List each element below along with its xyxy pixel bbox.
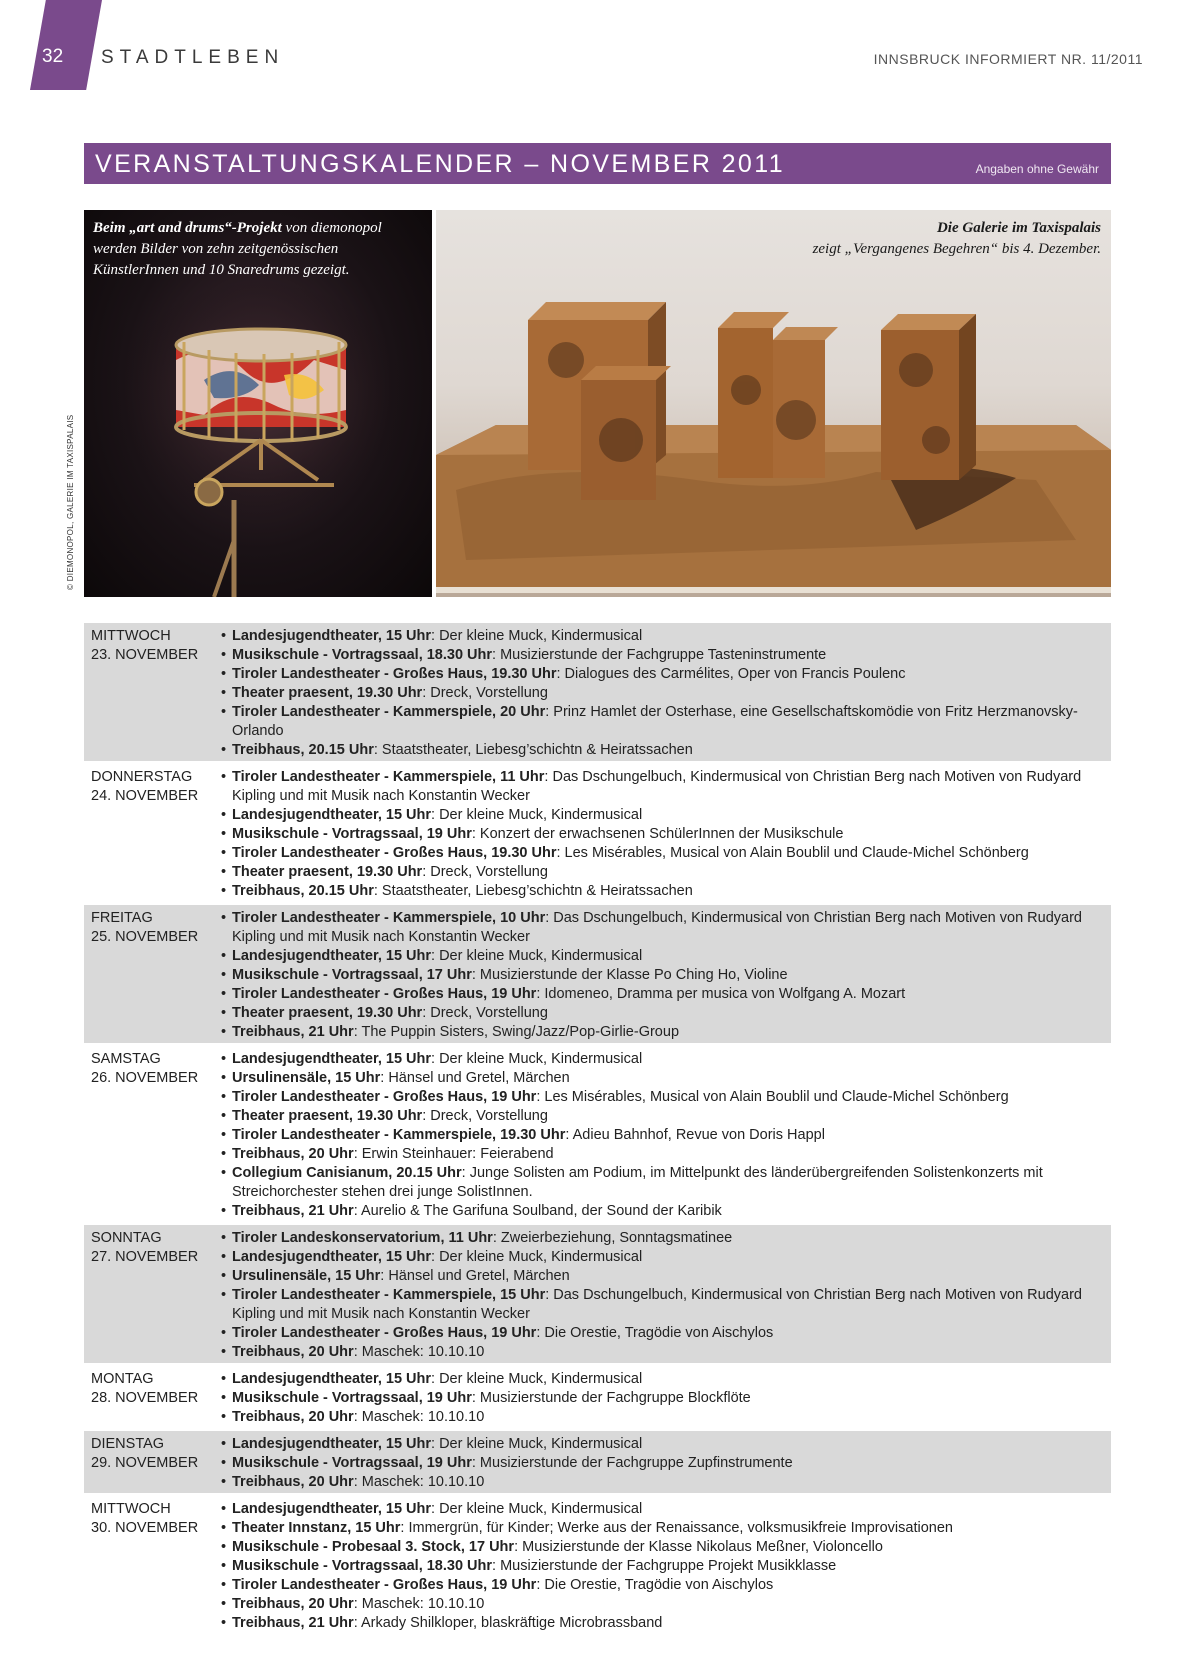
event-item [221, 1202, 1101, 1221]
event-venue: Landesjugendtheater, 15 Uhr [232, 1249, 432, 1265]
event-venue: Treibhaus, 20.15 Uhr [232, 742, 374, 758]
event-list [221, 1435, 1101, 1492]
event-description: : Die Orestie, Tragödie von Aischylos [536, 1577, 774, 1593]
event-item [221, 684, 1101, 703]
event-list [221, 1229, 1101, 1362]
event-item [221, 1576, 1101, 1595]
event-venue: Theater Innstanz, 15 Uhr [232, 1520, 401, 1536]
event-description: : Musizierstunde der Fachgruppe Blockflöte [471, 1390, 751, 1406]
event-venue: Treibhaus, 20.15 Uhr [232, 883, 374, 899]
calendar-banner [84, 143, 1111, 184]
event-venue: Tiroler Landestheater - Großes Haus, 19.30 Uhr [232, 666, 557, 682]
event-description: : Musizierstunde der Fachgruppe Zupfinstrumente [471, 1455, 793, 1471]
event-venue: Landesjugendtheater, 15 Uhr [232, 1371, 432, 1387]
event-description: : Musizierstunde der Klasse Po Ching Ho, Violine [471, 967, 788, 983]
event-venue: Treibhaus, 20 Uhr [232, 1474, 354, 1490]
event-venue: Treibhaus, 21 Uhr [232, 1615, 354, 1631]
event-item [221, 985, 1101, 1004]
event-venue: Tiroler Landestheater - Kammerspiele, 11 Uhr [232, 769, 545, 785]
event-description: : Maschek: 10.10.10 [353, 1409, 485, 1425]
event-venue: Tiroler Landestheater - Kammerspiele, 20 Uhr [232, 704, 546, 720]
event-item [221, 1389, 1101, 1408]
day-label [84, 1500, 221, 1633]
date: 27. NOVEMBER [91, 1249, 199, 1265]
event-venue: Tiroler Landestheater - Kammerspiele, 19.30 Uhr [232, 1127, 566, 1143]
event-venue: Tiroler Landestheater - Großes Haus, 19 Uhr [232, 986, 537, 1002]
event-item [221, 1050, 1101, 1069]
event-item [221, 1370, 1101, 1389]
left-caption-bold: Beim „art and drums“-Projekt [93, 220, 282, 236]
event-venue: Landesjugendtheater, 15 Uhr [232, 1501, 432, 1517]
event-venue: Musikschule - Vortragssaal, 19 Uhr [232, 1390, 472, 1406]
event-item [221, 768, 1101, 806]
event-item [221, 1408, 1101, 1427]
event-venue: Musikschule - Vortragssaal, 17 Uhr [232, 967, 472, 983]
day-label [84, 1370, 221, 1427]
left-caption-text: von diemonopol werden Bilder von zehn zeitgenössischen KünstlerInnen und 10 Snaredrums gezeigt. [93, 220, 382, 278]
event-description: : Der kleine Muck, Kindermusical [431, 1371, 643, 1387]
event-description: : Aurelio & The Garifuna Soulband, der Sound der Karibik [353, 1203, 722, 1219]
event-venue: Landesjugendtheater, 15 Uhr [232, 1436, 432, 1452]
event-description: : Hänsel und Gretel, Märchen [380, 1070, 570, 1086]
event-list [221, 768, 1101, 901]
weekday: SAMSTAG [91, 1051, 161, 1067]
issue-label: INNSBRUCK INFORMIERT NR. 11/2011 [873, 51, 1143, 67]
weekday: SONNTAG [91, 1230, 162, 1246]
event-item [221, 1267, 1101, 1286]
event-venue: Collegium Canisianum, 20.15 Uhr [232, 1165, 462, 1181]
event-item [221, 806, 1101, 825]
event-description: : Maschek: 10.10.10 [353, 1474, 485, 1490]
event-item [221, 1248, 1101, 1267]
event-venue: Tiroler Landestheater - Kammerspiele, 15 Uhr [232, 1287, 546, 1303]
event-description: : Idomeneo, Dramma per musica von Wolfgang A. Mozart [536, 986, 906, 1002]
calendar-day-row [84, 623, 1111, 761]
event-venue: Treibhaus, 20 Uhr [232, 1146, 354, 1162]
event-venue: Treibhaus, 20 Uhr [232, 1409, 354, 1425]
weekday: DONNERSTAG [91, 769, 193, 785]
day-label [84, 909, 221, 1042]
event-item [221, 947, 1101, 966]
event-description: : Musizierstunde der Klasse Nikolaus Meßner, Violoncello [514, 1539, 883, 1555]
event-calendar [84, 623, 1111, 1637]
event-venue: Musikschule - Vortragssaal, 19 Uhr [232, 826, 472, 842]
calendar-day-row [84, 905, 1111, 1043]
event-description: : Das Dschungelbuch, Kindermusical von Christian Berg nach Motiven von Rudyard Kipling und mit Musik nach Konstantin Wecker [232, 769, 1082, 804]
date: 23. NOVEMBER [91, 647, 199, 663]
event-description: : Hänsel und Gretel, Märchen [380, 1268, 570, 1284]
event-item [221, 1004, 1101, 1023]
event-item [221, 863, 1101, 882]
date: 29. NOVEMBER [91, 1455, 199, 1471]
event-item [221, 1454, 1101, 1473]
event-item [221, 741, 1101, 760]
date: 26. NOVEMBER [91, 1070, 199, 1086]
calendar-day-row [84, 1225, 1111, 1363]
event-description: : Musizierstunde der Fachgruppe Tasteninstrumente [492, 647, 827, 663]
event-item [221, 966, 1101, 985]
date: 30. NOVEMBER [91, 1520, 199, 1536]
date: 24. NOVEMBER [91, 788, 199, 804]
event-item [221, 844, 1101, 863]
weekday: DIENSTAG [91, 1436, 165, 1452]
event-description: : Maschek: 10.10.10 [353, 1344, 485, 1360]
event-item [221, 1126, 1101, 1145]
event-venue: Landesjugendtheater, 15 Uhr [232, 1051, 432, 1067]
event-description: : Maschek: 10.10.10 [353, 1596, 485, 1612]
event-venue: Tiroler Landestheater - Großes Haus, 19.30 Uhr [232, 845, 557, 861]
event-description: : Staatstheater, Liebesg’schichtn & Heiratssachen [373, 883, 693, 899]
event-venue: Landesjugendtheater, 15 Uhr [232, 807, 432, 823]
weekday: FREITAG [91, 910, 153, 926]
event-item [221, 1473, 1101, 1492]
event-venue: Tiroler Landestheater - Kammerspiele, 10 Uhr [232, 910, 546, 926]
event-venue: Tiroler Landestheater - Großes Haus, 19 Uhr [232, 1089, 537, 1105]
event-venue: Tiroler Landeskonservatorium, 11 Uhr [232, 1230, 493, 1246]
event-venue: Tiroler Landestheater - Großes Haus, 19 Uhr [232, 1325, 537, 1341]
event-item [221, 1107, 1101, 1126]
event-item [221, 1164, 1101, 1202]
date: 25. NOVEMBER [91, 929, 199, 945]
day-label [84, 1435, 221, 1492]
event-description: : Immergrün, für Kinder; Werke aus der Renaissance, volksmusikfreie Improvisationen [400, 1520, 953, 1536]
event-list [221, 1370, 1101, 1427]
event-venue: Theater praesent, 19.30 Uhr [232, 1005, 423, 1021]
event-item [221, 1519, 1101, 1538]
page-number: 32 [42, 46, 64, 67]
event-venue: Ursulinensäle, 15 Uhr [232, 1268, 381, 1284]
event-description: : Der kleine Muck, Kindermusical [431, 1051, 643, 1067]
event-list [221, 1500, 1101, 1633]
event-venue: Musikschule - Probesaal 3. Stock, 17 Uhr [232, 1539, 515, 1555]
right-caption-bold: Die Galerie im Taxispalais [936, 220, 1101, 236]
event-item [221, 1435, 1101, 1454]
photo-credit: © DIEMONOPOL, GALERIE IM TAXISPALAIS [66, 414, 75, 590]
event-item [221, 1088, 1101, 1107]
event-venue: Treibhaus, 20 Uhr [232, 1596, 354, 1612]
event-item [221, 1324, 1101, 1343]
event-item [221, 1229, 1101, 1248]
event-venue: Musikschule - Vortragssaal, 18.30 Uhr [232, 1558, 493, 1574]
event-item [221, 665, 1101, 684]
event-item [221, 627, 1101, 646]
event-venue: Tiroler Landestheater - Großes Haus, 19 Uhr [232, 1577, 537, 1593]
event-description: : Adieu Bahnhof, Revue von Doris Happl [565, 1127, 825, 1143]
event-item [221, 1343, 1101, 1362]
event-venue: Landesjugendtheater, 15 Uhr [232, 948, 432, 964]
calendar-day-row [84, 1366, 1111, 1428]
day-label [84, 627, 221, 760]
weekday: MITTWOCH [91, 628, 171, 644]
event-item [221, 1023, 1101, 1042]
event-description: : Dreck, Vorstellung [422, 1108, 548, 1124]
calendar-day-row [84, 1431, 1111, 1493]
event-description: : Die Orestie, Tragödie von Aischylos [536, 1325, 774, 1341]
event-item [221, 909, 1101, 947]
calendar-day-row [84, 764, 1111, 902]
event-description: : Zweierbeziehung, Sonntagsmatinee [492, 1230, 733, 1246]
event-description: : Staatstheater, Liebesg’schichtn & Heiratssachen [373, 742, 693, 758]
event-description: : Dreck, Vorstellung [422, 1005, 548, 1021]
event-list [221, 909, 1101, 1042]
day-label [84, 1050, 221, 1221]
event-description: : Der kleine Muck, Kindermusical [431, 807, 643, 823]
event-description: : Arkady Shilkloper, blaskräftige Microbrassband [353, 1615, 663, 1631]
event-venue: Ursulinensäle, 15 Uhr [232, 1070, 381, 1086]
weekday: MITTWOCH [91, 1501, 171, 1517]
event-item [221, 1595, 1101, 1614]
banner-title: VERANSTALTUNGSKALENDER – NOVEMBER 2011 [95, 150, 785, 178]
event-description: : Der kleine Muck, Kindermusical [431, 1501, 643, 1517]
event-description: : Dialogues des Carmélites, Oper von Francis Poulenc [556, 666, 906, 682]
event-venue: Theater praesent, 19.30 Uhr [232, 1108, 423, 1124]
event-description: : Les Misérables, Musical von Alain Boublil und Claude-Michel Schönberg [536, 1089, 1009, 1105]
right-caption-text: zeigt „Vergangenes Begehren“ bis 4. Dezember. [812, 241, 1101, 257]
event-item [221, 1538, 1101, 1557]
calendar-day-row [84, 1496, 1111, 1634]
event-description: : Das Dschungelbuch, Kindermusical von Christian Berg nach Motiven von Rudyard Kipling und mit Musik nach Konstantin Wecker [232, 910, 1082, 945]
event-item [221, 703, 1101, 741]
day-label [84, 768, 221, 901]
event-description: : Dreck, Vorstellung [422, 864, 548, 880]
event-description: : Les Misérables, Musical von Alain Boublil und Claude-Michel Schönberg [556, 845, 1029, 861]
event-list [221, 1050, 1101, 1221]
left-photo-caption [93, 218, 418, 281]
calendar-day-row [84, 1046, 1111, 1222]
event-item [221, 1145, 1101, 1164]
event-list [221, 627, 1101, 760]
snare-drum-photo [84, 210, 432, 597]
event-description: : Das Dschungelbuch, Kindermusical von Christian Berg nach Motiven von Rudyard Kipling und mit Musik nach Konstantin Wecker [232, 1287, 1082, 1322]
date: 28. NOVEMBER [91, 1390, 199, 1406]
weekday: MONTAG [91, 1371, 154, 1387]
event-description: : Musizierstunde der Fachgruppe Projekt Musikklasse [492, 1558, 837, 1574]
banner-note: Angaben ohne Gewähr [975, 162, 1099, 176]
event-item [221, 646, 1101, 665]
event-item [221, 882, 1101, 901]
event-description: : Erwin Steinhauer: Feierabend [353, 1146, 554, 1162]
sculpture-photo [436, 210, 1111, 597]
event-description: : Der kleine Muck, Kindermusical [431, 948, 643, 964]
section-title: STADTLEBEN [101, 47, 285, 68]
event-item [221, 1557, 1101, 1576]
right-photo-caption [801, 218, 1101, 260]
event-item [221, 1286, 1101, 1324]
event-venue: Theater praesent, 19.30 Uhr [232, 864, 423, 880]
event-item [221, 1500, 1101, 1519]
event-item [221, 1614, 1101, 1633]
event-venue: Treibhaus, 21 Uhr [232, 1024, 354, 1040]
event-venue: Treibhaus, 20 Uhr [232, 1344, 354, 1360]
day-label [84, 1229, 221, 1362]
event-description: : Der kleine Muck, Kindermusical [431, 628, 643, 644]
event-venue: Theater praesent, 19.30 Uhr [232, 685, 423, 701]
event-venue: Landesjugendtheater, 15 Uhr [232, 628, 432, 644]
event-item [221, 1069, 1101, 1088]
event-description: : Der kleine Muck, Kindermusical [431, 1249, 643, 1265]
event-description: : Der kleine Muck, Kindermusical [431, 1436, 643, 1452]
event-description: : Konzert der erwachsenen SchülerInnen der Musikschule [471, 826, 844, 842]
event-description: : Prinz Hamlet der Osterhase, eine Gesellschaftskomödie von Fritz Herzmanovsky-Orlando [232, 704, 1078, 739]
page-number-tab [30, 0, 102, 90]
event-item [221, 825, 1101, 844]
event-description: : The Puppin Sisters, Swing/Jazz/Pop-Girlie-Group [353, 1024, 680, 1040]
event-description: : Dreck, Vorstellung [422, 685, 548, 701]
event-venue: Musikschule - Vortragssaal, 19 Uhr [232, 1455, 472, 1471]
event-venue: Musikschule - Vortragssaal, 18.30 Uhr [232, 647, 493, 663]
event-description: : Junge Solisten am Podium, im Mittelpunkt des länderübergreifenden Solistenkonzerts mit Streichorchester stehen drei junge SolistInnen. [232, 1165, 1043, 1200]
event-venue: Treibhaus, 21 Uhr [232, 1203, 354, 1219]
sculpture-illustration [436, 210, 1111, 597]
